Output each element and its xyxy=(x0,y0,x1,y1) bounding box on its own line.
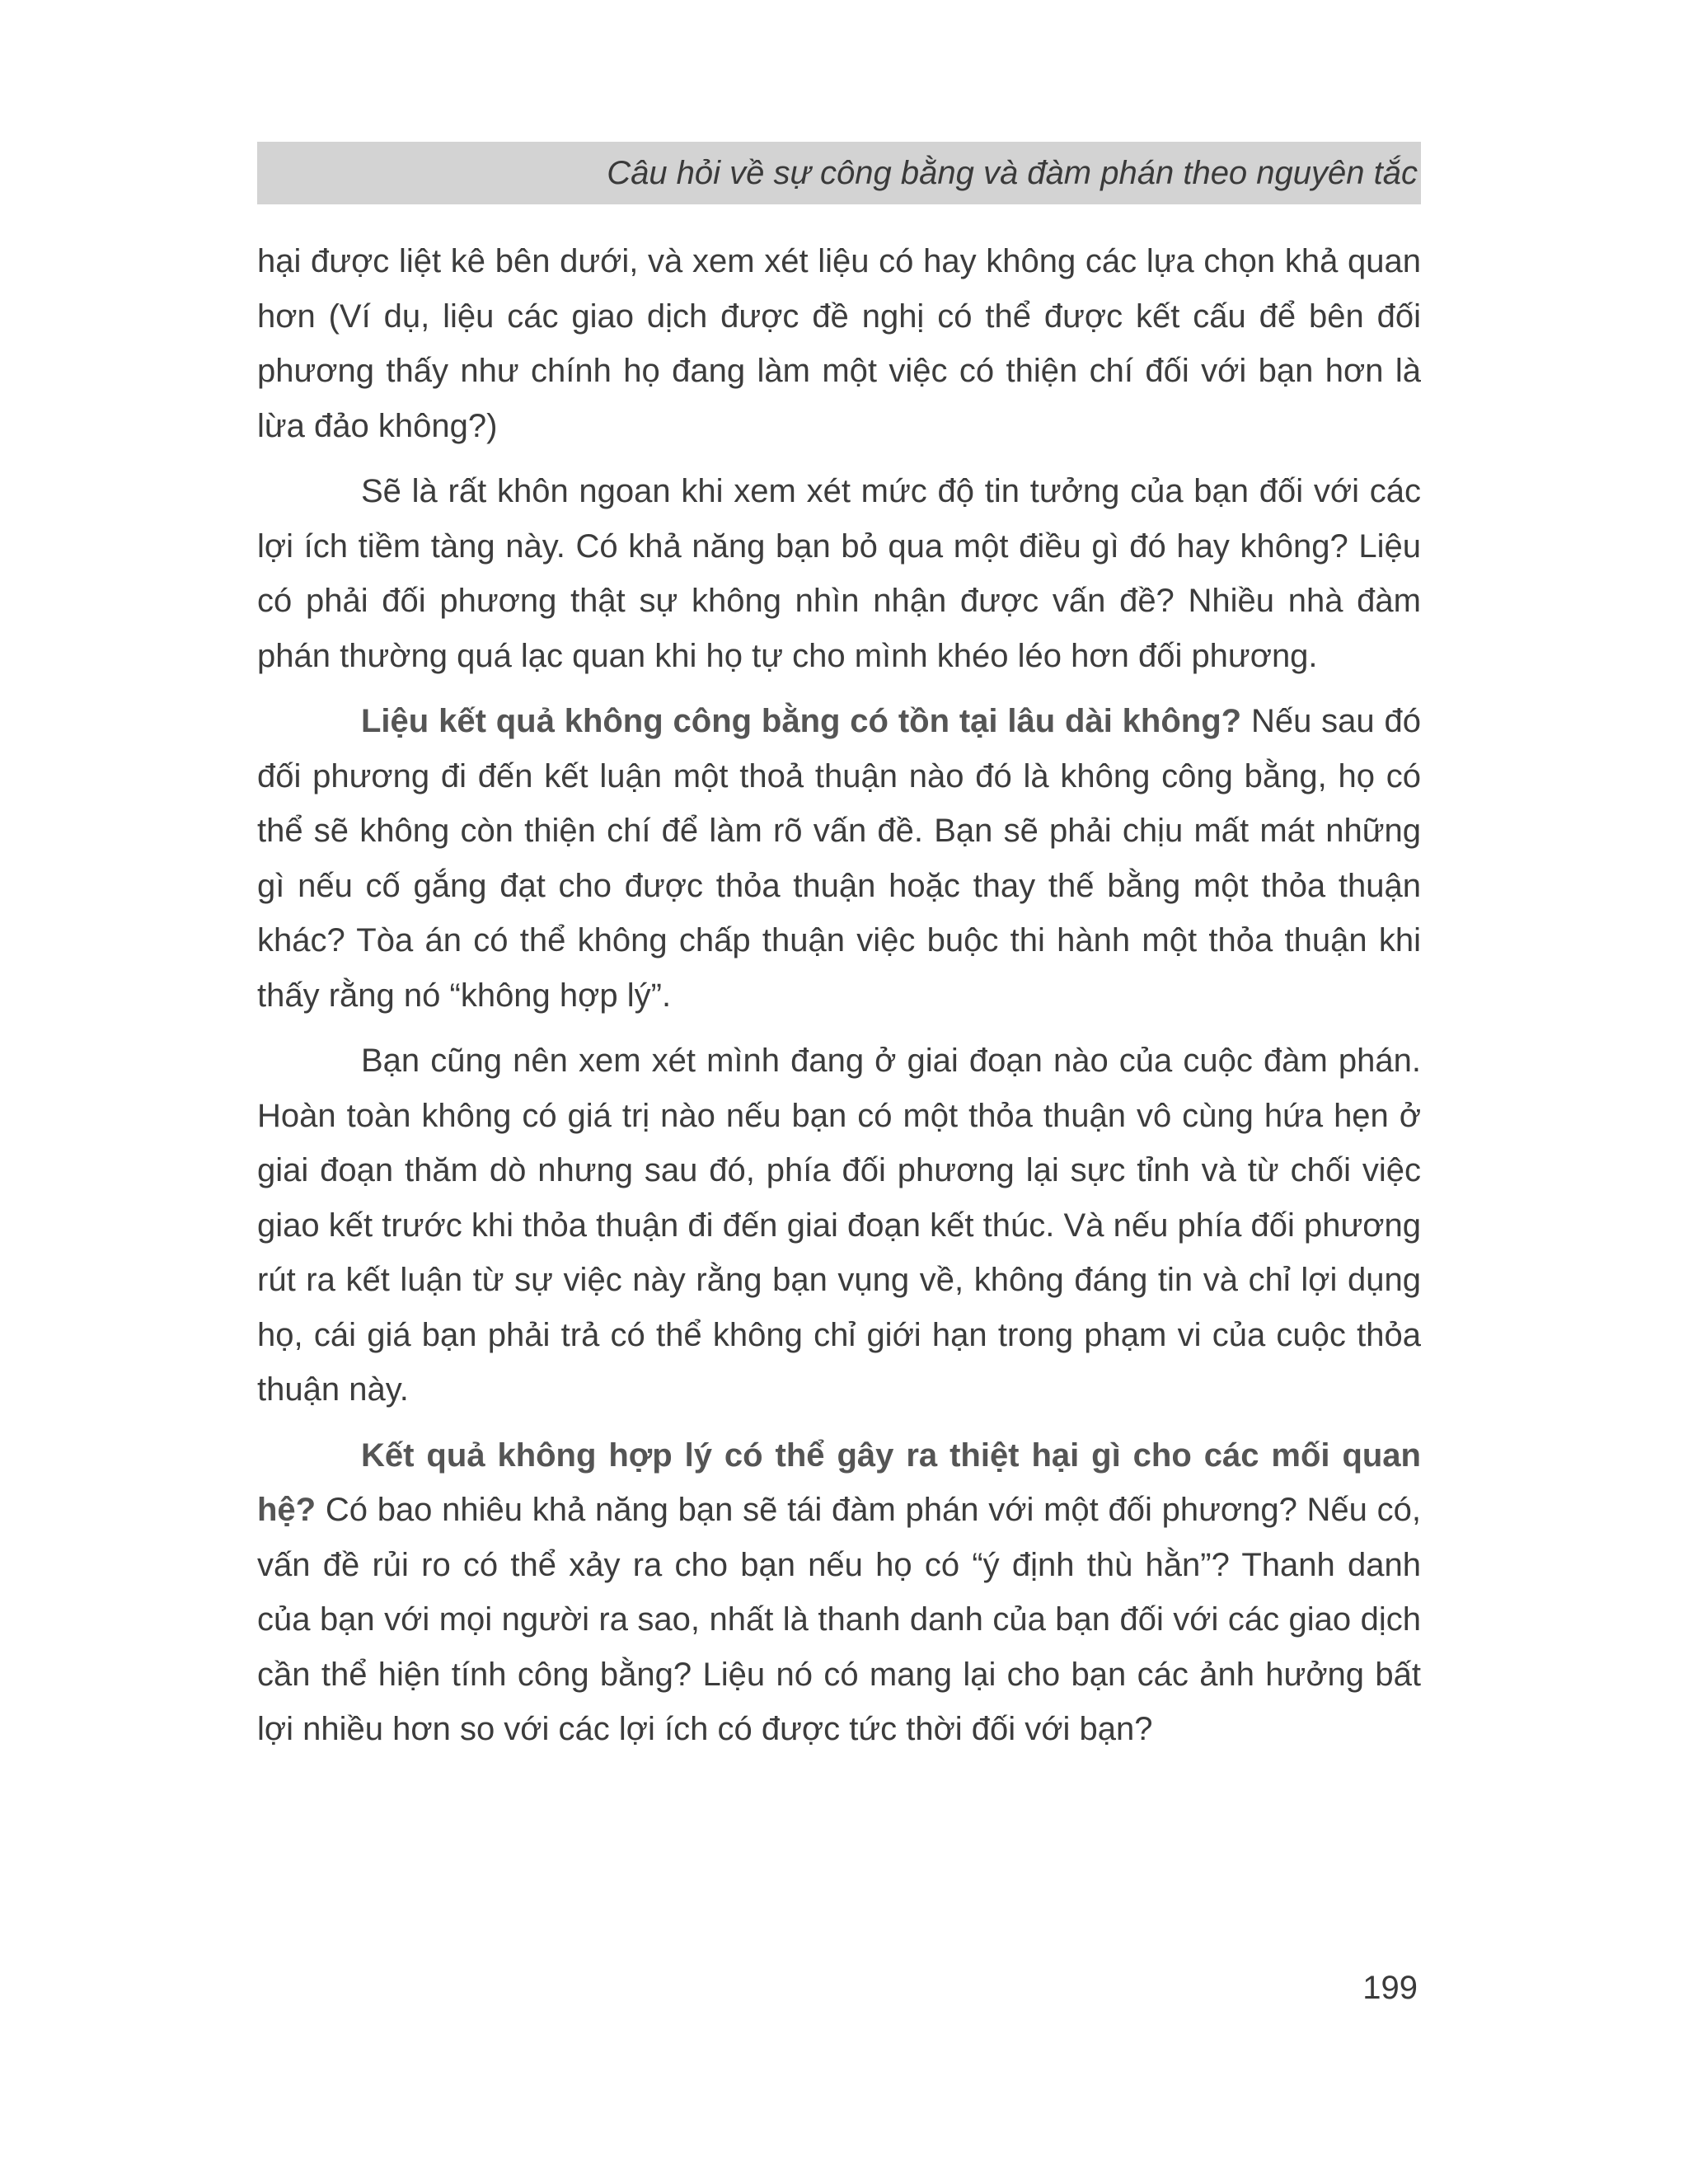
paragraph-2 xyxy=(257,464,1421,683)
paragraph-text: hại được liệt kê bên dưới, và xem xét liệu có hay không các lựa chọn khả quan hơn (Ví dụ, liệu các giao dịch được đề nghị có thể được kết cấu để bên đối phương thấy như chính họ đang làm một việc có thiện chí đối với bạn hơn là lừa đảo không?) xyxy=(257,243,1421,444)
paragraph-lead-question: Kết quả không hợp lý có thể gây ra thiệt hại gì cho các mối quan hệ? xyxy=(257,1436,1421,1528)
page-number: 199 xyxy=(1362,1970,1418,2006)
paragraph-5 xyxy=(257,1428,1421,1757)
paragraph-4 xyxy=(257,1033,1421,1418)
body-text xyxy=(257,234,1421,1768)
paragraph-text: Sẽ là rất khôn ngoan khi xem xét mức độ tin tưởng của bạn đối với các lợi ích tiềm tàng này. Có khả năng bạn bỏ qua một điều gì đó hay không? Liệu có phải đối phương thật sự không nhìn nhận được vấn đề? Nhiều nhà đàm phán thường quá lạc quan khi họ tự cho mình khéo léo hơn đối phương. xyxy=(257,473,1421,674)
running-header-title: Câu hỏi về sự công bằng và đàm phán theo nguyên tắc xyxy=(607,155,1418,191)
paragraph-text: Bạn cũng nên xem xét mình đang ở giai đoạn nào của cuộc đàm phán. Hoàn toàn không có giá trị nào nếu bạn có một thỏa thuận vô cùng hứa hẹn ở giai đoạn thăm dò nhưng sau đó, phía đối phương lại sực tỉnh và từ chối việc giao kết trước khi thỏa thuận đi đến giai đoạn kết thúc. Và nếu phía đối phương rút ra kết luận từ sự việc này rằng bạn vụng về, không đáng tin và chỉ lợi dụng họ, cái giá bạn phải trả có thể không chỉ giới hạn trong phạm vi của cuộc thỏa thuận này. xyxy=(257,1043,1421,1408)
paragraph-lead-question: Liệu kết quả không công bằng có tồn tại lâu dài không? xyxy=(361,703,1242,739)
paragraph-1 xyxy=(257,234,1421,453)
paragraph-3 xyxy=(257,694,1421,1023)
running-header xyxy=(257,142,1421,204)
paragraph-text: Nếu sau đó đối phương đi đến kết luận một thoả thuận nào đó là không công bằng, họ có thể sẽ không còn thiện chí để làm rõ vấn đề. Bạn sẽ phải chịu mất mát những gì nếu cố gắng đạt cho được thỏa thuận hoặc thay thế bằng một thỏa thuận khác? Tòa án có thể không chấp thuận việc buộc thi hành một thỏa thuận khi thấy rằng nó “không hợp lý”. xyxy=(257,703,1421,1014)
paragraph-text: Có bao nhiêu khả năng bạn sẽ tái đàm phán với một đối phương? Nếu có, vấn đề rủi ro có thể xảy ra cho bạn nếu họ có “ý định thù hằn”? Thanh danh của bạn với mọi người ra sao, nhất là thanh danh của bạn đối với các giao dịch cần thể hiện tính công bằng? Liệu nó có mang lại cho bạn các ảnh hưởng bất lợi nhiều hơn so với các lợi ích có được tức thời đối với bạn? xyxy=(257,1492,1421,1747)
